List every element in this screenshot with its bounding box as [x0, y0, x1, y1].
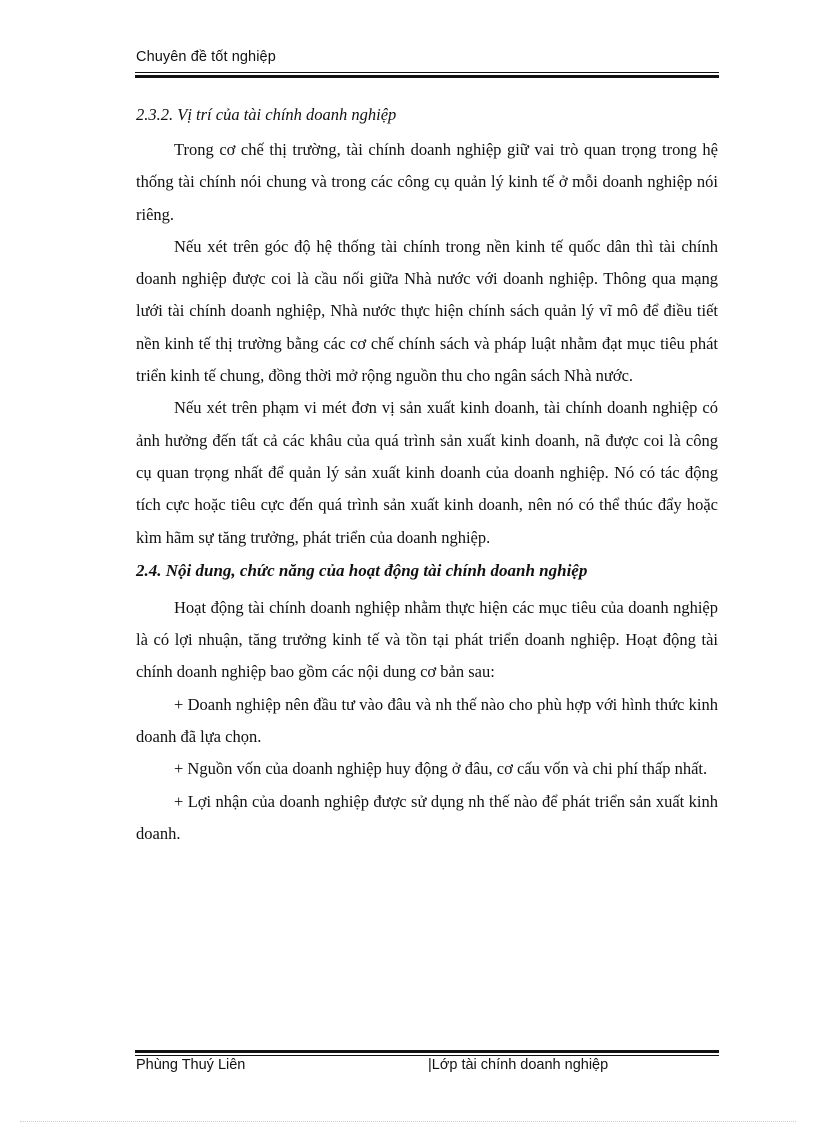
footer-cursor-mark: |	[428, 1057, 432, 1073]
paragraph: Nếu xét trên góc độ hệ thống tài chính trong nền kinh tế quốc dân thì tài chính doanh nghiệp được coi là cầu nối giữa Nhà nước với doanh nghiệp. Thông qua mạng lưới tài chính doanh nghiệp, Nhà nước thực hiện chính sách quản lý vĩ mô để điều tiết nền kinh tế thị trường bằng các cơ chế chính sách và pháp luật nhằm đạt mục tiêu phát triển kinh tế chung, đồng thời mở rộng nguồn thu cho ngân sách Nhà nước.	[136, 236, 718, 386]
footer-class	[428, 1057, 608, 1073]
page-header-title: Chuyên đề tốt nghiệp	[136, 49, 276, 65]
list-item: + Lợi nhận của doanh nghiệp được sử dụng nh thế nào để phát triển sản xuất kinh doanh.	[136, 791, 718, 843]
list-item: + Doanh nghiệp nên đầu tư vào đâu và nh thế nào cho phù hợp với hình thức kinh doanh đã lựa chọn.	[136, 694, 718, 747]
section-heading-2-3-2: 2.3.2. Vị trí của tài chính doanh nghiệp	[136, 105, 397, 124]
footer-author: Phùng Thuý Liên	[136, 1057, 246, 1073]
section-heading-2-4: 2.4. Nội dung, chức năng của hoạt động tài chính doanh nghiệp	[136, 560, 588, 580]
footer-rule-thin	[135, 1055, 719, 1056]
header-rule-thick	[135, 75, 719, 78]
footer-class-name: Lớp tài chính doanh nghiệp	[431, 1057, 609, 1073]
paragraph: Trong cơ chế thị trường, tài chính doanh nghiệp giữ vai trò quan trọng trong hệ thống tài chính nói chung và trong các công cụ quản lý kinh tế ở mỗi doanh nghiệp nói riêng.	[136, 140, 718, 224]
page-edge-divider	[20, 1121, 796, 1122]
footer-rule-thick	[135, 1050, 719, 1053]
page-body	[136, 100, 718, 850]
header-rule-thin	[135, 72, 719, 73]
paragraph: Hoạt động tài chính doanh nghiệp nhằm thực hiện các mục tiêu của doanh nghiệp là có lợi nhuận, tăng trưởng kinh tế và tồn tại phát triển doanh nghiệp. Hoạt động tài chính doanh nghiệp bao gồm các nội dung cơ bản sau:	[136, 597, 718, 682]
paragraph: Nếu xét trên phạm vi mét đơn vị sản xuất kinh doanh, tài chính doanh nghiệp có ảnh hưởng đến tất cả các khâu của quá trình sản xuất kinh doanh, nã được coi là công cụ quan trọng nhất để quản lý sản xuất kinh doanh của doanh nghiệp. Nó có tác động tích cực hoặc tiêu cực đến quá trình sản xuất kinh doanh, nên nó có thể thúc đẩy hoặc kìm hãm sự tăng trưởng, phát triển của doanh nghiệp.	[136, 398, 718, 547]
list-item: + Nguồn vốn của doanh nghiệp huy động ở đâu, cơ cấu vốn và chi phí thấp nhất.	[174, 759, 708, 779]
